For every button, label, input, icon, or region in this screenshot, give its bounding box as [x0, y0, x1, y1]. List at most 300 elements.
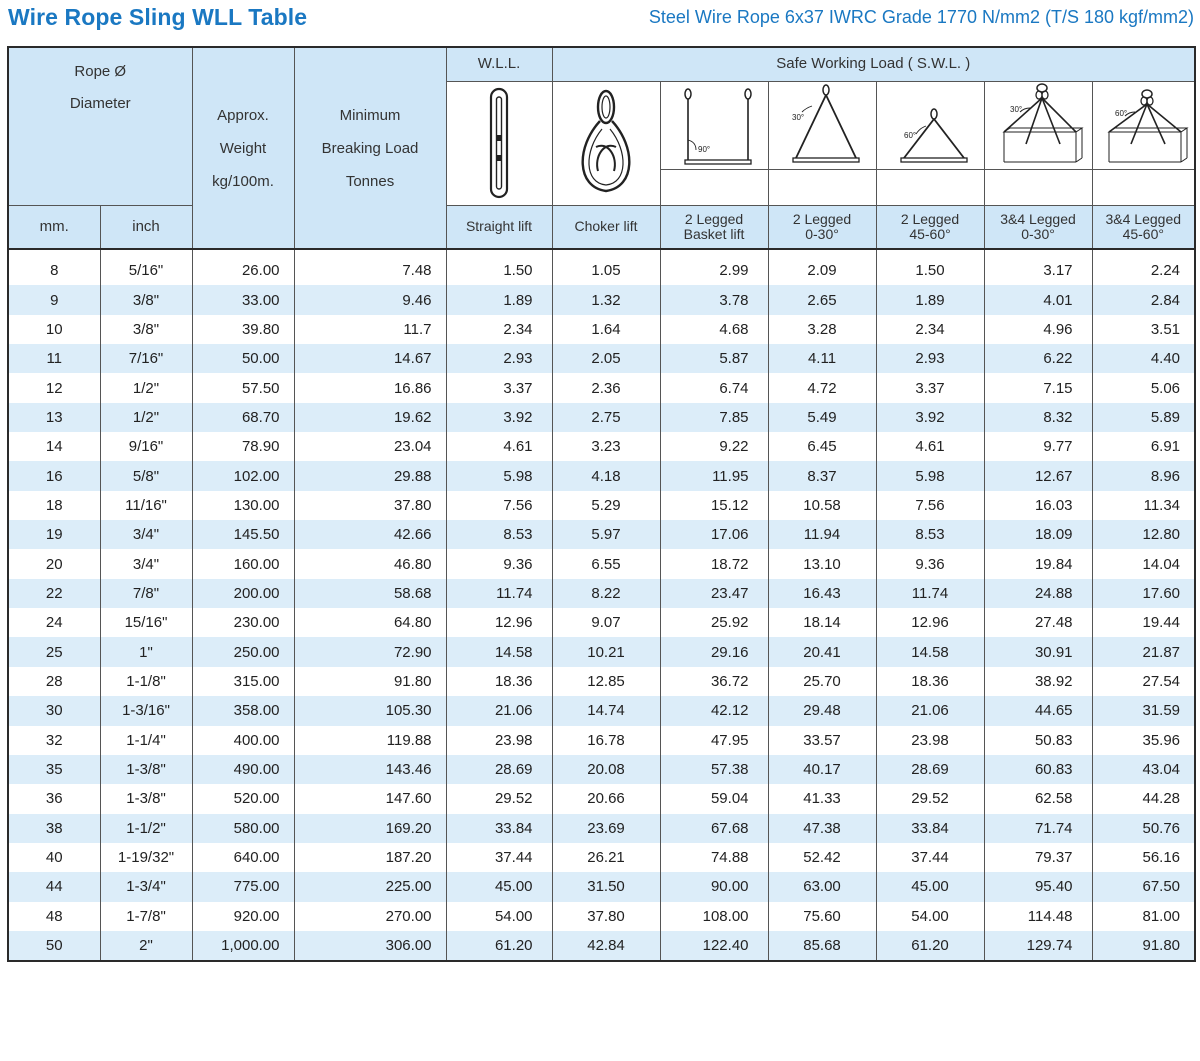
cell-min-breaking-load: 225.00 [294, 872, 446, 901]
cell-two-leg-30: 4.72 [768, 373, 876, 402]
cell-min-breaking-load: 306.00 [294, 931, 446, 961]
table-row [8, 403, 1195, 432]
cell-multi-leg-30: 12.67 [984, 461, 1092, 490]
cell-multi-leg-30: 16.03 [984, 491, 1092, 520]
cell-multi-leg-30: 3.17 [984, 256, 1092, 285]
two-leg-30-icon [772, 82, 872, 168]
cell-straight-lift: 7.56 [446, 491, 552, 520]
cell-two-leg-60: 2.93 [876, 344, 984, 373]
cell-straight-lift: 29.52 [446, 784, 552, 813]
table-body [8, 256, 1195, 961]
cell-choker-lift: 16.78 [552, 726, 660, 755]
two-leg-30-diagram-lower [768, 169, 876, 205]
basket-lift-icon [664, 82, 764, 168]
cell-min-breaking-load: 14.67 [294, 344, 446, 373]
cell-choker-lift: 2.75 [552, 403, 660, 432]
cell-diameter-inch: 3/4" [100, 549, 192, 578]
multi-leg-30-icon [988, 82, 1088, 168]
cell-straight-lift: 9.36 [446, 549, 552, 578]
table-row [8, 579, 1195, 608]
cell-choker-lift: 6.55 [552, 549, 660, 578]
multi-leg-60-header-line2: 45-60° [1122, 225, 1164, 242]
cell-basket-lift: 9.22 [660, 432, 768, 461]
cell-basket-lift: 122.40 [660, 931, 768, 961]
cell-two-leg-60: 4.61 [876, 432, 984, 461]
cell-diameter-inch: 1/2" [100, 403, 192, 432]
cell-min-breaking-load: 42.66 [294, 520, 446, 549]
cell-basket-lift: 4.68 [660, 315, 768, 344]
cell-diameter-inch: 5/16" [100, 256, 192, 285]
cell-diameter-inch: 1-7/8" [100, 902, 192, 931]
basket-lift-diagram [660, 81, 768, 169]
rope-diameter-header [8, 47, 192, 205]
two-leg-60-icon [880, 82, 980, 168]
cell-diameter-mm: 30 [8, 696, 100, 725]
basket-header-line2: Basket lift [683, 225, 745, 242]
cell-basket-lift: 5.87 [660, 344, 768, 373]
cell-diameter-inch: 2" [100, 931, 192, 961]
cell-choker-lift: 14.74 [552, 696, 660, 725]
cell-multi-leg-60: 50.76 [1092, 814, 1195, 843]
cell-two-leg-60: 8.53 [876, 520, 984, 549]
cell-weight: 250.00 [192, 637, 294, 666]
cell-straight-lift: 1.50 [446, 256, 552, 285]
cell-multi-leg-30: 129.74 [984, 931, 1092, 961]
cell-two-leg-30: 52.42 [768, 843, 876, 872]
cell-multi-leg-60: 5.89 [1092, 403, 1195, 432]
cell-basket-lift: 23.47 [660, 579, 768, 608]
multi-leg-60-diagram [1092, 81, 1195, 169]
cell-straight-lift: 61.20 [446, 931, 552, 961]
multi-leg-60-header-line1: 3&4 Legged [1105, 211, 1182, 228]
cell-choker-lift: 4.18 [552, 461, 660, 490]
cell-weight: 640.00 [192, 843, 294, 872]
weight-header [192, 47, 294, 249]
cell-weight: 358.00 [192, 696, 294, 725]
cell-diameter-mm: 40 [8, 843, 100, 872]
cell-choker-lift: 20.08 [552, 755, 660, 784]
cell-min-breaking-load: 46.80 [294, 549, 446, 578]
cell-diameter-inch: 11/16" [100, 491, 192, 520]
cell-straight-lift: 33.84 [446, 814, 552, 843]
cell-min-breaking-load: 58.68 [294, 579, 446, 608]
cell-multi-leg-30: 62.58 [984, 784, 1092, 813]
mbl-header-line3: Tonnes [345, 172, 395, 190]
cell-basket-lift: 25.92 [660, 608, 768, 637]
table-row [8, 344, 1195, 373]
cell-multi-leg-30: 4.01 [984, 285, 1092, 314]
cell-weight: 200.00 [192, 579, 294, 608]
cell-two-leg-60: 37.44 [876, 843, 984, 872]
table-row [8, 726, 1195, 755]
cell-diameter-mm: 18 [8, 491, 100, 520]
cell-two-leg-30: 25.70 [768, 667, 876, 696]
cell-multi-leg-60: 2.24 [1092, 256, 1195, 285]
cell-min-breaking-load: 16.86 [294, 373, 446, 402]
cell-diameter-mm: 36 [8, 784, 100, 813]
cell-two-leg-30: 40.17 [768, 755, 876, 784]
cell-two-leg-60: 1.50 [876, 256, 984, 285]
cell-two-leg-30: 2.09 [768, 256, 876, 285]
cell-basket-lift: 18.72 [660, 549, 768, 578]
cell-min-breaking-load: 91.80 [294, 667, 446, 696]
cell-diameter-inch: 3/8" [100, 315, 192, 344]
straight-lift-icon [484, 87, 514, 199]
page-title: Wire Rope Sling WLL Table [8, 4, 308, 30]
cell-diameter-mm: 8 [8, 256, 100, 285]
table-row [8, 814, 1195, 843]
cell-straight-lift: 12.96 [446, 608, 552, 637]
cell-basket-lift: 108.00 [660, 902, 768, 931]
cell-two-leg-60: 9.36 [876, 549, 984, 578]
cell-weight: 102.00 [192, 461, 294, 490]
cell-diameter-inch: 5/8" [100, 461, 192, 490]
cell-min-breaking-load: 7.48 [294, 256, 446, 285]
cell-min-breaking-load: 147.60 [294, 784, 446, 813]
cell-two-leg-60: 18.36 [876, 667, 984, 696]
cell-straight-lift: 45.00 [446, 872, 552, 901]
cell-multi-leg-60: 56.16 [1092, 843, 1195, 872]
basket-lift-header [660, 205, 768, 249]
cell-two-leg-60: 7.56 [876, 491, 984, 520]
cell-diameter-mm: 28 [8, 667, 100, 696]
choker-lift-icon [566, 87, 646, 199]
two-leg-30-diagram [768, 81, 876, 169]
table-row [8, 315, 1195, 344]
cell-multi-leg-30: 24.88 [984, 579, 1092, 608]
cell-multi-leg-60: 5.06 [1092, 373, 1195, 402]
cell-weight: 580.00 [192, 814, 294, 843]
cell-min-breaking-load: 37.80 [294, 491, 446, 520]
two-leg-60-header-line1: 2 Legged [900, 211, 960, 228]
cell-basket-lift: 29.16 [660, 637, 768, 666]
cell-multi-leg-60: 67.50 [1092, 872, 1195, 901]
cell-basket-lift: 11.95 [660, 461, 768, 490]
cell-multi-leg-60: 21.87 [1092, 637, 1195, 666]
cell-multi-leg-60: 11.34 [1092, 491, 1195, 520]
cell-choker-lift: 2.05 [552, 344, 660, 373]
cell-weight: 315.00 [192, 667, 294, 696]
cell-choker-lift: 23.69 [552, 814, 660, 843]
cell-diameter-mm: 13 [8, 403, 100, 432]
cell-weight: 26.00 [192, 256, 294, 285]
cell-min-breaking-load: 105.30 [294, 696, 446, 725]
cell-diameter-mm: 22 [8, 579, 100, 608]
cell-multi-leg-30: 19.84 [984, 549, 1092, 578]
cell-multi-leg-30: 60.83 [984, 755, 1092, 784]
cell-diameter-inch: 1-3/8" [100, 784, 192, 813]
table-row [8, 491, 1195, 520]
cell-two-leg-30: 10.58 [768, 491, 876, 520]
cell-multi-leg-30: 44.65 [984, 696, 1092, 725]
cell-multi-leg-60: 27.54 [1092, 667, 1195, 696]
cell-two-leg-30: 75.60 [768, 902, 876, 931]
cell-diameter-mm: 35 [8, 755, 100, 784]
choker-lift-header: Choker lift [552, 205, 660, 249]
cell-min-breaking-load: 270.00 [294, 902, 446, 931]
table-row [8, 637, 1195, 666]
cell-min-breaking-load: 9.46 [294, 285, 446, 314]
cell-multi-leg-30: 4.96 [984, 315, 1092, 344]
cell-multi-leg-60: 14.04 [1092, 549, 1195, 578]
cell-two-leg-30: 85.68 [768, 931, 876, 961]
cell-multi-leg-60: 17.60 [1092, 579, 1195, 608]
cell-straight-lift: 11.74 [446, 579, 552, 608]
cell-choker-lift: 5.97 [552, 520, 660, 549]
cell-basket-lift: 57.38 [660, 755, 768, 784]
cell-multi-leg-60: 2.84 [1092, 285, 1195, 314]
cell-weight: 230.00 [192, 608, 294, 637]
cell-multi-leg-60: 3.51 [1092, 315, 1195, 344]
cell-straight-lift: 54.00 [446, 902, 552, 931]
cell-multi-leg-60: 43.04 [1092, 755, 1195, 784]
cell-two-leg-30: 29.48 [768, 696, 876, 725]
table-row [8, 461, 1195, 490]
cell-two-leg-30: 18.14 [768, 608, 876, 637]
cell-diameter-mm: 24 [8, 608, 100, 637]
table-row [8, 520, 1195, 549]
cell-diameter-inch: 1-3/8" [100, 755, 192, 784]
cell-two-leg-30: 2.65 [768, 285, 876, 314]
cell-two-leg-30: 11.94 [768, 520, 876, 549]
cell-two-leg-60: 54.00 [876, 902, 984, 931]
cell-choker-lift: 12.85 [552, 667, 660, 696]
table-row [8, 256, 1195, 285]
cell-diameter-mm: 11 [8, 344, 100, 373]
cell-multi-leg-30: 79.37 [984, 843, 1092, 872]
cell-multi-leg-60: 4.40 [1092, 344, 1195, 373]
cell-straight-lift: 37.44 [446, 843, 552, 872]
cell-basket-lift: 17.06 [660, 520, 768, 549]
cell-basket-lift: 2.99 [660, 256, 768, 285]
cell-choker-lift: 2.36 [552, 373, 660, 402]
cell-diameter-inch: 1-1/4" [100, 726, 192, 755]
cell-multi-leg-60: 19.44 [1092, 608, 1195, 637]
cell-weight: 400.00 [192, 726, 294, 755]
cell-two-leg-60: 61.20 [876, 931, 984, 961]
table-row [8, 784, 1195, 813]
multi-leg-30-angle-label: 30° [1010, 105, 1023, 114]
cell-two-leg-30: 33.57 [768, 726, 876, 755]
cell-two-leg-30: 6.45 [768, 432, 876, 461]
cell-multi-leg-30: 7.15 [984, 373, 1092, 402]
cell-straight-lift: 1.89 [446, 285, 552, 314]
multi-leg-30-diagram [984, 81, 1092, 169]
cell-two-leg-60: 2.34 [876, 315, 984, 344]
cell-multi-leg-30: 71.74 [984, 814, 1092, 843]
cell-diameter-mm: 14 [8, 432, 100, 461]
cell-multi-leg-30: 9.77 [984, 432, 1092, 461]
cell-min-breaking-load: 119.88 [294, 726, 446, 755]
cell-diameter-mm: 48 [8, 902, 100, 931]
choker-lift-diagram [552, 81, 660, 205]
cell-two-leg-60: 11.74 [876, 579, 984, 608]
cell-two-leg-30: 13.10 [768, 549, 876, 578]
cell-two-leg-30: 16.43 [768, 579, 876, 608]
cell-min-breaking-load: 11.7 [294, 315, 446, 344]
cell-straight-lift: 21.06 [446, 696, 552, 725]
cell-diameter-inch: 1-3/16" [100, 696, 192, 725]
multi-leg-60-diagram-lower [1092, 169, 1195, 205]
weight-header-line3: kg/100m. [212, 172, 274, 190]
cell-weight: 78.90 [192, 432, 294, 461]
cell-two-leg-60: 23.98 [876, 726, 984, 755]
cell-basket-lift: 36.72 [660, 667, 768, 696]
cell-straight-lift: 8.53 [446, 520, 552, 549]
cell-two-leg-60: 28.69 [876, 755, 984, 784]
cell-two-leg-60: 1.89 [876, 285, 984, 314]
cell-diameter-mm: 19 [8, 520, 100, 549]
table-row [8, 608, 1195, 637]
cell-multi-leg-60: 91.80 [1092, 931, 1195, 961]
cell-choker-lift: 3.23 [552, 432, 660, 461]
two-leg-60-diagram [876, 81, 984, 169]
cell-weight: 775.00 [192, 872, 294, 901]
cell-min-breaking-load: 19.62 [294, 403, 446, 432]
cell-weight: 520.00 [192, 784, 294, 813]
cell-two-leg-30: 5.49 [768, 403, 876, 432]
cell-two-leg-60: 3.92 [876, 403, 984, 432]
cell-multi-leg-60: 44.28 [1092, 784, 1195, 813]
two-leg-60-header [876, 205, 984, 249]
cell-choker-lift: 31.50 [552, 872, 660, 901]
table-row [8, 549, 1195, 578]
cell-weight: 160.00 [192, 549, 294, 578]
cell-weight: 920.00 [192, 902, 294, 931]
cell-basket-lift: 59.04 [660, 784, 768, 813]
cell-straight-lift: 4.61 [446, 432, 552, 461]
cell-two-leg-60: 12.96 [876, 608, 984, 637]
cell-weight: 490.00 [192, 755, 294, 784]
cell-multi-leg-30: 27.48 [984, 608, 1092, 637]
cell-diameter-inch: 1-3/4" [100, 872, 192, 901]
cell-choker-lift: 26.21 [552, 843, 660, 872]
two-leg-60-diagram-lower [876, 169, 984, 205]
cell-straight-lift: 3.92 [446, 403, 552, 432]
cell-basket-lift: 3.78 [660, 285, 768, 314]
table-row [8, 373, 1195, 402]
cell-straight-lift: 5.98 [446, 461, 552, 490]
cell-basket-lift: 67.68 [660, 814, 768, 843]
cell-diameter-mm: 12 [8, 373, 100, 402]
cell-diameter-inch: 3/8" [100, 285, 192, 314]
cell-diameter-inch: 3/4" [100, 520, 192, 549]
cell-straight-lift: 18.36 [446, 667, 552, 696]
cell-diameter-mm: 10 [8, 315, 100, 344]
cell-basket-lift: 90.00 [660, 872, 768, 901]
multi-leg-60-angle-label: 60° [1115, 109, 1128, 118]
cell-diameter-mm: 20 [8, 549, 100, 578]
cell-choker-lift: 1.05 [552, 256, 660, 285]
cell-straight-lift: 3.37 [446, 373, 552, 402]
cell-diameter-inch: 1-1/8" [100, 667, 192, 696]
cell-weight: 33.00 [192, 285, 294, 314]
multi-leg-60-icon [1093, 82, 1193, 168]
cell-multi-leg-60: 12.80 [1092, 520, 1195, 549]
cell-weight: 39.80 [192, 315, 294, 344]
table-row [8, 667, 1195, 696]
cell-multi-leg-30: 50.83 [984, 726, 1092, 755]
cell-choker-lift: 1.32 [552, 285, 660, 314]
cell-diameter-mm: 32 [8, 726, 100, 755]
cell-two-leg-30: 63.00 [768, 872, 876, 901]
table-row [8, 755, 1195, 784]
cell-two-leg-30: 3.28 [768, 315, 876, 344]
two-leg-30-header-line1: 2 Legged [792, 211, 852, 228]
cell-straight-lift: 23.98 [446, 726, 552, 755]
cell-straight-lift: 14.58 [446, 637, 552, 666]
cell-straight-lift: 2.93 [446, 344, 552, 373]
cell-basket-lift: 6.74 [660, 373, 768, 402]
cell-two-leg-60: 45.00 [876, 872, 984, 901]
cell-two-leg-60: 14.58 [876, 637, 984, 666]
cell-weight: 145.50 [192, 520, 294, 549]
table-row [8, 696, 1195, 725]
multi-leg-30-header-line2: 0-30° [1021, 225, 1055, 242]
cell-min-breaking-load: 23.04 [294, 432, 446, 461]
cell-straight-lift: 2.34 [446, 315, 552, 344]
cell-diameter-mm: 16 [8, 461, 100, 490]
cell-choker-lift: 1.64 [552, 315, 660, 344]
page-subtitle: Steel Wire Rope 6x37 IWRC Grade 1770 N/mm2 (T/S 180 kgf/mm2) [648, 7, 1194, 27]
cell-multi-leg-60: 6.91 [1092, 432, 1195, 461]
cell-weight: 68.70 [192, 403, 294, 432]
cell-basket-lift: 42.12 [660, 696, 768, 725]
cell-diameter-inch: 1-1/2" [100, 814, 192, 843]
cell-diameter-mm: 25 [8, 637, 100, 666]
table-row [8, 843, 1195, 872]
cell-two-leg-60: 3.37 [876, 373, 984, 402]
multi-leg-60-header [1092, 205, 1195, 249]
cell-basket-lift: 74.88 [660, 843, 768, 872]
cell-min-breaking-load: 64.80 [294, 608, 446, 637]
cell-diameter-inch: 15/16" [100, 608, 192, 637]
cell-weight: 1,000.00 [192, 931, 294, 961]
cell-diameter-inch: 9/16" [100, 432, 192, 461]
cell-weight: 50.00 [192, 344, 294, 373]
mbl-header-line1: Minimum [339, 106, 401, 124]
cell-two-leg-30: 8.37 [768, 461, 876, 490]
cell-two-leg-30: 41.33 [768, 784, 876, 813]
two-leg-30-header [768, 205, 876, 249]
cell-two-leg-30: 47.38 [768, 814, 876, 843]
table-row [8, 931, 1195, 961]
cell-multi-leg-30: 95.40 [984, 872, 1092, 901]
cell-diameter-inch: 1" [100, 637, 192, 666]
straight-lift-diagram [446, 81, 552, 205]
two-leg-60-header-line2: 45-60° [909, 225, 951, 242]
multi-leg-30-diagram-lower [984, 169, 1092, 205]
two-leg-60-angle-label: 60° [904, 131, 917, 140]
basket-angle-label: 90° [698, 145, 711, 154]
inch-header: inch [100, 205, 192, 249]
basket-lift-diagram-lower [660, 169, 768, 205]
multi-leg-30-header-line1: 3&4 Legged [1000, 211, 1076, 228]
cell-straight-lift: 28.69 [446, 755, 552, 784]
cell-diameter-mm: 44 [8, 872, 100, 901]
table-row [8, 872, 1195, 901]
cell-multi-leg-60: 31.59 [1092, 696, 1195, 725]
cell-multi-leg-30: 8.32 [984, 403, 1092, 432]
two-leg-30-header-line2: 0-30° [805, 225, 839, 242]
cell-min-breaking-load: 72.90 [294, 637, 446, 666]
cell-multi-leg-30: 30.91 [984, 637, 1092, 666]
cell-basket-lift: 15.12 [660, 491, 768, 520]
wll-header: W.L.L. [446, 47, 552, 81]
cell-two-leg-60: 29.52 [876, 784, 984, 813]
mbl-header-line2: Breaking Load [321, 139, 419, 157]
cell-choker-lift: 20.66 [552, 784, 660, 813]
